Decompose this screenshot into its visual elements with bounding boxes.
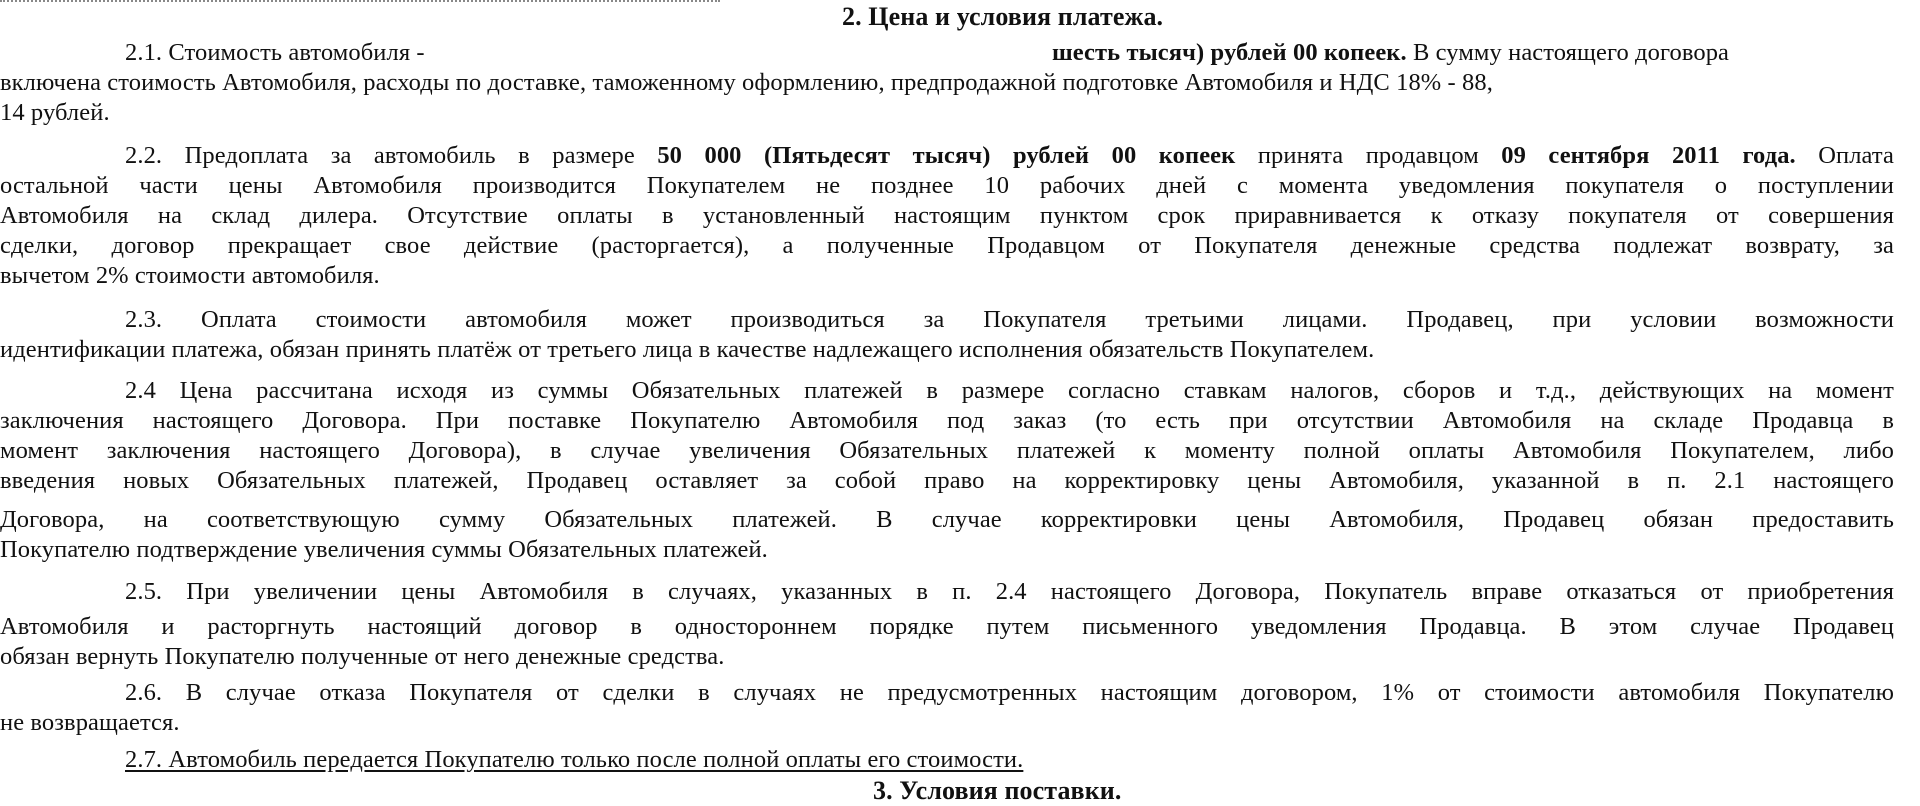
clause-2-5-line1: 2.5. При увеличении цены Автомобиля в случаях, указанных в п. 2.4 настоящего Договора, Покупатель вправе отказаться от приобретения xyxy=(125,578,1894,605)
clause-2-4-line1: 2.4 Цена рассчитана исходя из суммы Обязательных платежей в размере согласно ставкам налогов, сборов и т.д., действующих на момент xyxy=(125,377,1894,404)
clause-2-4-line6: Покупателю подтверждение увеличения суммы Обязательных платежей. xyxy=(0,536,768,563)
clause-2-2-line4: сделки, договор прекращает свое действие (расторгается), а полученные Продавцом от Покупателя денежные средства подлежат возврату, за xyxy=(0,232,1894,259)
clause-2-1-price xyxy=(1052,38,1729,68)
clause-2-1-tail: В сумму настоящего договора xyxy=(1406,39,1730,66)
clause-2-2-line3: Автомобиля на склад дилера. Отсутствие оплаты в установленный настоящим пунктом срок приравнивается к отказу покупателя от совершения xyxy=(0,202,1894,229)
clause-2-2-post: Оплата xyxy=(1795,142,1894,169)
clause-2-2-date: 09 сентября 2011 года. xyxy=(1501,142,1796,169)
clause-2-6-line1: 2.6. В случае отказа Покупателя от сделки в случаях не предусмотренных настоящим договором, 1% от стоимости автомобиля Покупателю xyxy=(125,679,1894,706)
clause-2-1-lead: 2.1. Стоимость автомобиля - xyxy=(125,39,425,66)
clause-2-1-price-bold: шесть тысяч) рублей 00 копеек. xyxy=(1052,39,1407,66)
clause-2-3-line2: идентификации платежа, обязан принять платёж от третьего лица в качестве надлежащего исполнения обязательств Покупателем. xyxy=(0,336,1375,363)
clause-2-1-line3: 14 рублей. xyxy=(0,99,110,126)
clause-2-2-amount: 50 000 (Пятьдесят тысяч) рублей 00 копеек xyxy=(657,142,1236,169)
clause-2-4-line5: Договора, на соответствующую сумму Обязательных платежей. В случае корректировки цены Автомобиля, Продавец обязан предоставить xyxy=(0,506,1894,533)
clause-2-4-line3: момент заключения настоящего Договора), в случае увеличения Обязательных платежей к моменту полной оплаты Автомобиля Покупателем, либо xyxy=(0,437,1894,464)
clause-2-2-pre: 2.2. Предоплата за автомобиль в размере xyxy=(125,142,658,169)
section-3-heading: 3. Условия поставки. xyxy=(873,776,1122,805)
clause-2-2-mid: принята продавцом xyxy=(1235,142,1502,169)
clause-2-5-line2: Автомобиля и расторгнуть настоящий договор в одностороннем порядке путем письменного уведомления Продавца. В этом случае Продавец xyxy=(0,613,1894,640)
clause-2-2-line1 xyxy=(125,141,1894,171)
clause-2-2-line5: вычетом 2% стоимости автомобиля. xyxy=(0,262,380,289)
clause-2-7: 2.7. Автомобиль передается Покупателю только после полной оплаты его стоимости. xyxy=(125,746,1024,773)
clause-2-6-line2: не возвращается. xyxy=(0,709,180,736)
clause-2-3-line1: 2.3. Оплата стоимости автомобиля может производиться за Покупателя третьими лицами. Продавец, при условии возможности xyxy=(125,306,1894,333)
clause-2-2-line2: остальной части цены Автомобиля производится Покупателем не позднее 10 рабочих дней с момента уведомления покупателя о поступлении xyxy=(0,172,1894,199)
section-2-heading: 2. Цена и условия платежа. xyxy=(842,2,1164,31)
clause-2-5-line3: обязан вернуть Покупателю полученные от него денежные средства. xyxy=(0,643,725,670)
previous-line-fragment xyxy=(0,0,720,2)
clause-2-4-line2: заключения настоящего Договора. При поставке Покупателю Автомобиля под заказ (то есть при отсутствии Автомобиля на складе Продавца в xyxy=(0,407,1894,434)
clause-2-1-line2: включена стоимость Автомобиля, расходы по доставке, таможенному оформлению, предпродажной подготовке Автомобиля и НДС 18% - 88, xyxy=(0,69,1493,96)
clause-2-4-line4: введения новых Обязательных платежей, Продавец оставляет за собой право на корректировку цены Автомобиля, указанной в п. 2.1 настоящего xyxy=(0,467,1894,494)
